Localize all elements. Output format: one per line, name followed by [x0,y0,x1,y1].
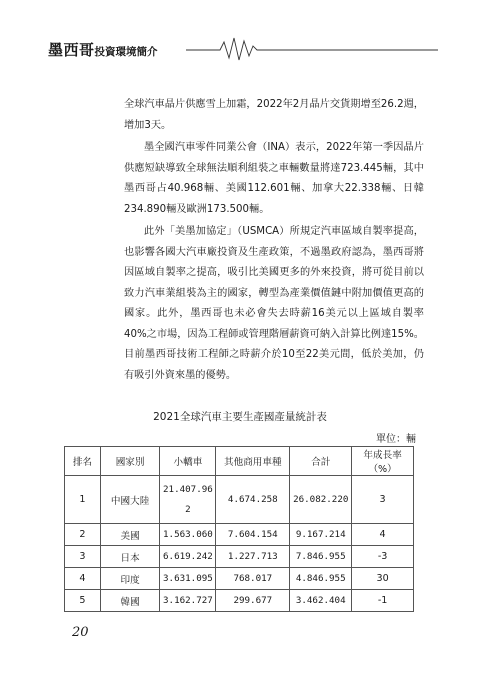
col-growth: 年成長率（%） [352,447,414,476]
cell-country: 美國 [100,524,160,546]
cell-rank: 5 [65,590,101,612]
cell-rank: 1 [65,476,101,524]
cell-commercial: 4.674.258 [216,476,290,524]
cell-country: 韓國 [100,590,160,612]
paragraph-1: 全球汽車晶片供應雪上加霜，2022年2月晶片交貨期增至26.2週，增加3天。 [124,99,424,131]
cell-cars: 3.162.727 [160,590,216,612]
cell-total: 9.167.214 [290,524,352,546]
cell-total: 3.462.404 [290,590,352,612]
header-title-main: 墨西哥 [48,41,95,59]
col-commercial: 其他商用車種 [216,447,290,476]
col-total: 合計 [290,447,352,476]
cell-rank: 2 [65,524,101,546]
running-header [48,34,438,62]
cell-commercial: 1.227.713 [216,546,290,568]
cell-cars: 3.631.095 [160,568,216,590]
cell-growth: -1 [352,590,414,612]
cell-rank: 4 [65,568,101,590]
col-country: 國家別 [100,447,160,476]
table-row [65,546,414,568]
cell-total: 7.846.955 [290,546,352,568]
table-unit: 單位：輛 [376,434,416,445]
paragraph-3: 此外「美墨加協定」（USMCA）所規定汽車區域自製率提高，也影響各國大汽車廠投資及生產政策，不過墨政府認為，墨西哥將因區域自製率之提高，吸引比美國更多的外來投資，將可從目前以致力汽車業組裝為主的國家，轉型為產業價值鏈中附加價值更高的國家。此外，墨西哥也未必會失去時薪16美元以上區域自製率40%之市場，因為工程師或管理階層薪資可納入計算比例達15%。目前墨西哥技術工程師之時薪介於10至22美元間，低於美加，仍有吸引外資來墨的優勢。 [124,226,424,381]
cell-growth: -3 [352,546,414,568]
cell-cars: 6.619.242 [160,546,216,568]
cell-rank: 3 [65,546,101,568]
cell-growth: 3 [352,476,414,524]
paragraph-2: 墨全國汽車零件同業公會（INA）表示，2022年第一季因晶片供應短缺導致全球無法順利組裝之車輛數量將達723.445輛，其中墨西哥占40.968輛、美國112.601輛、加拿大22.338輛、日韓234.890輛及歐洲173.500輛。 [124,142,424,215]
cell-country: 中國大陸 [100,476,160,524]
cell-commercial: 7.604.154 [216,524,290,546]
table-row [65,476,414,524]
cell-total: 4.846.955 [290,568,352,590]
header-pulse-line [48,34,438,62]
page-number: 20 [72,625,89,640]
table-row [65,524,414,546]
production-table [64,446,414,612]
cell-cars: 1.563.060 [160,524,216,546]
cell-cars: 21.407.962 [160,476,216,524]
header-title-sub: 投資環境簡介 [94,46,158,58]
table-row [65,590,414,612]
cell-commercial: 768.017 [216,568,290,590]
cell-commercial: 299.677 [216,590,290,612]
table-caption: 2021全球汽車主要生產國產量統計表 [153,411,327,423]
col-cars: 小轎車 [160,447,216,476]
cell-country: 印度 [100,568,160,590]
col-rank: 排名 [65,447,101,476]
table-row [65,568,414,590]
cell-country: 日本 [100,546,160,568]
cell-growth: 30 [352,568,414,590]
cell-growth: 4 [352,524,414,546]
table-header-row [65,447,414,476]
cell-total: 26.082.220 [290,476,352,524]
